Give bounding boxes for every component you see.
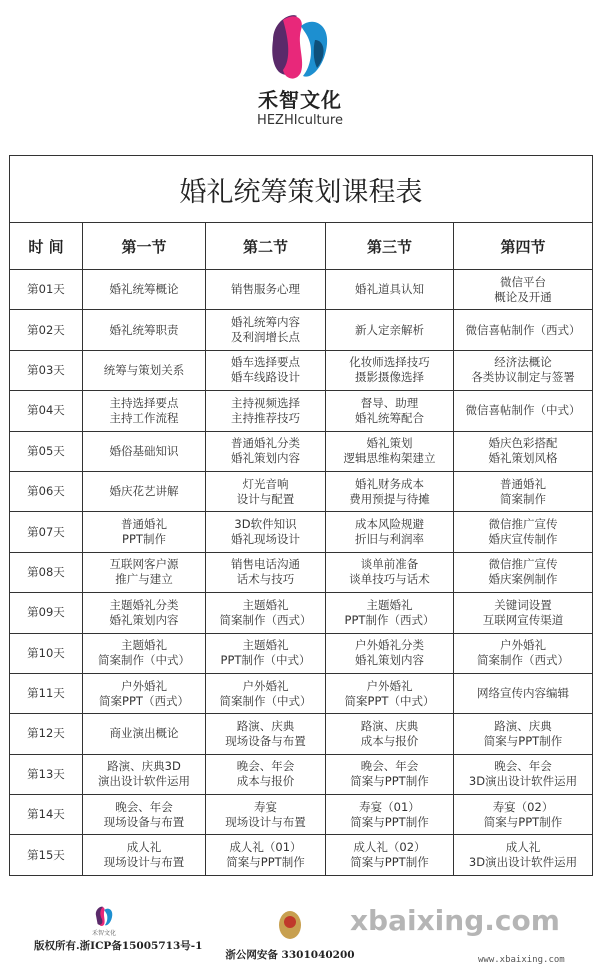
- header-row: [10, 223, 593, 270]
- table-row: [10, 270, 593, 310]
- table-row: [10, 350, 593, 390]
- footer-police: [200, 947, 380, 962]
- table-row: [10, 633, 593, 673]
- table-row: [10, 673, 593, 713]
- column-header: 第二节: [206, 223, 326, 270]
- lesson-cell: 互联网客户源 推广与建立: [83, 552, 206, 592]
- table-row: [10, 552, 593, 592]
- day-cell: 第03天: [10, 350, 83, 390]
- lesson-cell: 微信推广宣传 婚庆宣传制作: [454, 512, 593, 552]
- day-cell: 第02天: [10, 310, 83, 350]
- lesson-cell: 婚庆色彩搭配 婚礼策划风格: [454, 431, 593, 471]
- table-row: [10, 471, 593, 511]
- day-cell: 第07天: [10, 512, 83, 552]
- lesson-cell: 户外婚礼 简案制作（西式）: [454, 633, 593, 673]
- police-badge-icon: [279, 911, 301, 939]
- footer-copyright: [34, 905, 203, 953]
- lesson-cell: 晚会、年会 简案与PPT制作: [326, 754, 454, 794]
- lesson-cell: 灯光音响 设计与配置: [206, 471, 326, 511]
- table-row: [10, 431, 593, 471]
- lesson-cell: 普通婚礼 简案制作: [454, 471, 593, 511]
- table-row: [10, 593, 593, 633]
- lesson-cell: 寿宴（01） 简案与PPT制作: [326, 795, 454, 835]
- table-row: [10, 795, 593, 835]
- lesson-cell: 微信平台 概论及开通: [454, 270, 593, 310]
- lesson-cell: 普通婚礼分类 婚礼策划内容: [206, 431, 326, 471]
- lesson-cell: 普通婚礼 PPT制作: [83, 512, 206, 552]
- lesson-cell: 成人礼（01） 简案与PPT制作: [206, 835, 326, 875]
- watermark: xbaixing.com: [350, 904, 560, 937]
- lesson-cell: 婚庆花艺讲解: [83, 471, 206, 511]
- lesson-cell: 主持视频选择 主持推荐技巧: [206, 391, 326, 431]
- lesson-cell: 户外婚礼 简案制作（中式）: [206, 673, 326, 713]
- lesson-cell: 谈单前准备 谈单技巧与话术: [326, 552, 454, 592]
- day-cell: 第13天: [10, 754, 83, 794]
- lesson-cell: 新人定亲解析: [326, 310, 454, 350]
- column-header: 第一节: [83, 223, 206, 270]
- lesson-cell: 路演、庆典 成本与报价: [326, 714, 454, 754]
- footer: [0, 905, 600, 972]
- lesson-cell: 微信推广宣传 婚庆案例制作: [454, 552, 593, 592]
- lesson-cell: 婚俗基础知识: [83, 431, 206, 471]
- police-record-text[interactable]: 浙公网安备 3301040200: [225, 949, 355, 961]
- lesson-cell: 督导、助理 婚礼统筹配合: [326, 391, 454, 431]
- lesson-cell: 婚车选择要点 婚车线路设计: [206, 350, 326, 390]
- brand-name-cn: 禾智文化: [258, 88, 342, 112]
- table-row: [10, 714, 593, 754]
- table-title: 婚礼统筹策划课程表: [10, 156, 593, 223]
- lesson-cell: 成本风险规避 折旧与利润率: [326, 512, 454, 552]
- table-row: [10, 512, 593, 552]
- day-cell: 第12天: [10, 714, 83, 754]
- day-cell: 第05天: [10, 431, 83, 471]
- watermark-url: www.xbaixing.com: [478, 955, 565, 965]
- lesson-cell: 婚礼财务成本 费用预提与待摊: [326, 471, 454, 511]
- day-cell: 第01天: [10, 270, 83, 310]
- lesson-cell: 销售电话沟通 话术与技巧: [206, 552, 326, 592]
- table-row: [10, 835, 593, 875]
- day-cell: 第04天: [10, 391, 83, 431]
- lesson-cell: 婚礼统筹职责: [83, 310, 206, 350]
- day-cell: 第11天: [10, 673, 83, 713]
- lesson-cell: 寿宴（02） 简案与PPT制作: [454, 795, 593, 835]
- lesson-cell: 晚会、年会 现场设备与布置: [83, 795, 206, 835]
- footer-logo-icon: [93, 905, 115, 927]
- day-cell: 第08天: [10, 552, 83, 592]
- lesson-cell: 统筹与策划关系: [83, 350, 206, 390]
- lesson-cell: 主题婚礼分类 婚礼策划内容: [83, 593, 206, 633]
- lesson-cell: 婚礼策划 逻辑思维构架建立: [326, 431, 454, 471]
- lesson-cell: 销售服务心理: [206, 270, 326, 310]
- column-header: 第四节: [454, 223, 593, 270]
- lesson-cell: 主题婚礼 PPT制作（中式）: [206, 633, 326, 673]
- lesson-cell: 商业演出概论: [83, 714, 206, 754]
- lesson-cell: 经济法概论 各类协议制定与签署: [454, 350, 593, 390]
- day-cell: 第09天: [10, 593, 83, 633]
- lesson-cell: 路演、庆典 现场设备与布置: [206, 714, 326, 754]
- lesson-cell: 户外婚礼 简案PPT（西式）: [83, 673, 206, 713]
- lesson-cell: 路演、庆典3D 演出设计软件运用: [83, 754, 206, 794]
- lesson-cell: 婚礼统筹概论: [83, 270, 206, 310]
- day-cell: 第06天: [10, 471, 83, 511]
- lesson-cell: 化妆师选择技巧 摄影摄像选择: [326, 350, 454, 390]
- footer-brand: 禾智文化: [91, 930, 116, 937]
- course-schedule-table: [9, 155, 593, 876]
- lesson-cell: 晚会、年会 成本与报价: [206, 754, 326, 794]
- lesson-cell: 网络宣传内容编辑: [454, 673, 593, 713]
- copyright-text[interactable]: 版权所有.浙ICP备15005713号-1: [34, 940, 203, 952]
- table-row: [10, 310, 593, 350]
- logo-mark-icon: [265, 10, 335, 82]
- table-row: [10, 391, 593, 431]
- lesson-cell: 成人礼 3D演出设计软件运用: [454, 835, 593, 875]
- day-cell: 第15天: [10, 835, 83, 875]
- lesson-cell: 微信喜帖制作（西式）: [454, 310, 593, 350]
- lesson-cell: 关键词设置 互联网宣传渠道: [454, 593, 593, 633]
- column-header: 时 间: [10, 223, 83, 270]
- column-header: 第三节: [326, 223, 454, 270]
- brand-name-en: HEZHIculture: [257, 113, 343, 128]
- day-cell: 第14天: [10, 795, 83, 835]
- table-row: [10, 754, 593, 794]
- lesson-cell: 路演、庆典 简案与PPT制作: [454, 714, 593, 754]
- lesson-cell: 主题婚礼 简案制作（西式）: [206, 593, 326, 633]
- lesson-cell: 户外婚礼分类 婚礼策划内容: [326, 633, 454, 673]
- day-cell: 第10天: [10, 633, 83, 673]
- brand-logo: [255, 10, 345, 128]
- lesson-cell: 微信喜帖制作（中式）: [454, 391, 593, 431]
- lesson-cell: 主题婚礼 简案制作（中式）: [83, 633, 206, 673]
- lesson-cell: 成人礼（02） 简案与PPT制作: [326, 835, 454, 875]
- lesson-cell: 户外婚礼 简案PPT（中式）: [326, 673, 454, 713]
- lesson-cell: 主题婚礼 PPT制作（西式）: [326, 593, 454, 633]
- lesson-cell: 晚会、年会 3D演出设计软件运用: [454, 754, 593, 794]
- lesson-cell: 主持选择要点 主持工作流程: [83, 391, 206, 431]
- lesson-cell: 成人礼 现场设计与布置: [83, 835, 206, 875]
- lesson-cell: 婚礼道具认知: [326, 270, 454, 310]
- lesson-cell: 3D软件知识 婚礼现场设计: [206, 512, 326, 552]
- lesson-cell: 婚礼统筹内容 及利润增长点: [206, 310, 326, 350]
- lesson-cell: 寿宴 现场设计与布置: [206, 795, 326, 835]
